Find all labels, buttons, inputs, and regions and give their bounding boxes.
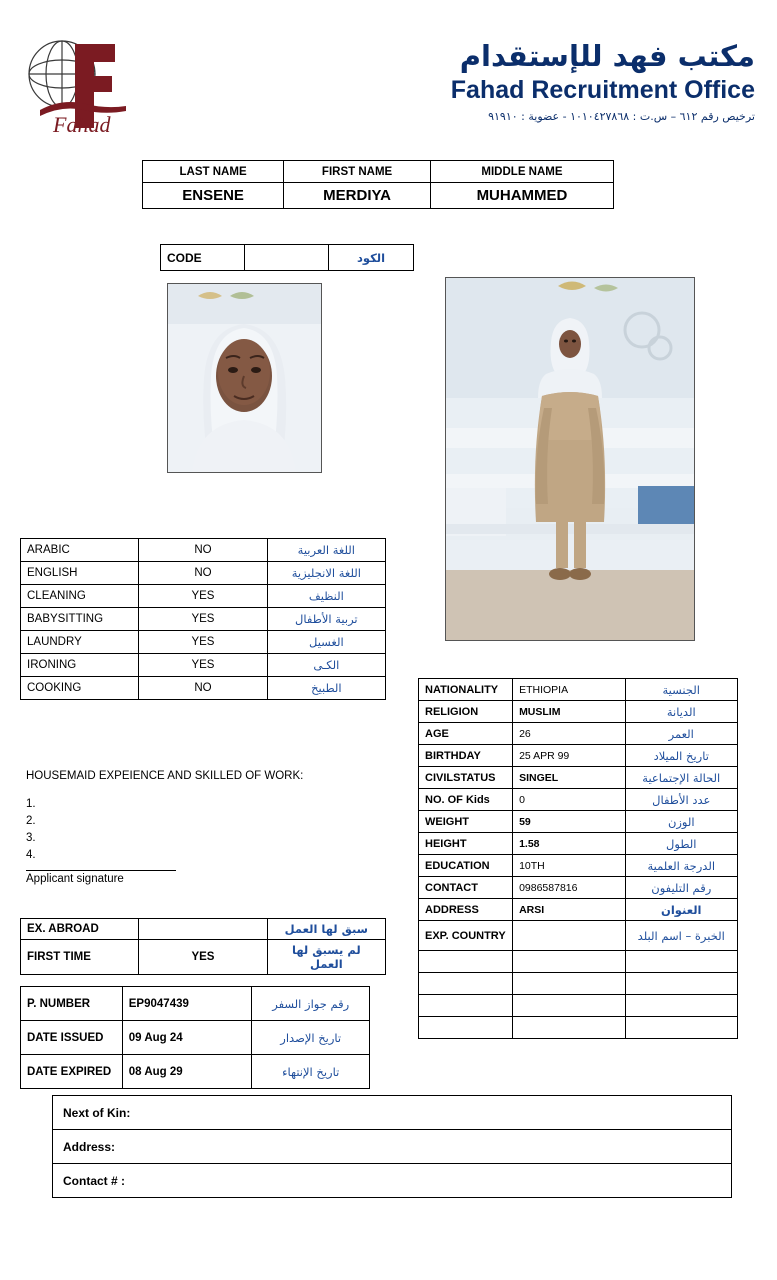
license-line: ترخيص رقم ٦١٢ – س.ت : ١٠١٠٤٢٧٨٦٨ - عضوية : ٩١٩١٠ [488, 110, 755, 124]
table-row [53, 1130, 732, 1164]
personal-label-arabic: الدرجة العلمية [625, 855, 737, 877]
personal-value: ARSI [513, 899, 625, 921]
code-value[interactable] [245, 245, 329, 271]
personal-label: RELIGION [419, 701, 513, 723]
table-row [161, 245, 414, 271]
empty-cell[interactable] [419, 973, 513, 995]
empty-cell[interactable] [513, 951, 625, 973]
table-row-empty [419, 973, 738, 995]
document-header [0, 22, 777, 137]
code-label-arabic: الكود [329, 245, 414, 271]
list-item: 2. [26, 815, 36, 827]
personal-value: 10TH [513, 855, 625, 877]
applicant-face-photo [167, 283, 322, 473]
personal-value: MUSLIM [513, 701, 625, 723]
skills-table-body [21, 539, 386, 700]
personal-label: NO. OF Kids [419, 789, 513, 811]
applicant-full-photo [445, 277, 695, 641]
personal-value: 0 [513, 789, 625, 811]
table-row-empty [419, 1017, 738, 1039]
empty-cell[interactable] [513, 995, 625, 1017]
table-row [419, 767, 738, 789]
table-row [21, 631, 386, 654]
personal-label-arabic: العمر [625, 723, 737, 745]
personal-label-arabic: عدد الأطفال [625, 789, 737, 811]
logo-wordmark: Fahad [53, 112, 111, 137]
empty-cell[interactable] [513, 973, 625, 995]
skill-value: YES [139, 608, 267, 631]
empty-cell[interactable] [625, 951, 737, 973]
personal-value: 25 APR 99 [513, 745, 625, 767]
personal-label: HEIGHT [419, 833, 513, 855]
table-row [21, 677, 386, 700]
table-row [21, 654, 386, 677]
first-name-value: MERDIYA [284, 183, 431, 209]
table-row [419, 723, 738, 745]
personal-label-arabic: تاريخ الميلاد [625, 745, 737, 767]
skill-label-arabic: النظيف [267, 585, 385, 608]
next-of-kin-table [52, 1095, 732, 1198]
skill-label: BABYSITTING [21, 608, 139, 631]
middle-name-header: MIDDLE NAME [430, 161, 613, 183]
skill-value: YES [139, 585, 267, 608]
skill-value: NO [139, 539, 267, 562]
personal-value [513, 921, 625, 951]
brand-name-english: Fahad Recruitment Office [450, 76, 755, 105]
middle-name-value: MUHAMMED [430, 183, 613, 209]
skill-label: CLEANING [21, 585, 139, 608]
skill-label: ENGLISH [21, 562, 139, 585]
address-field[interactable]: Address: [53, 1130, 732, 1164]
next-of-kin-field[interactable]: Next of Kin: [53, 1096, 732, 1130]
passport-label: DATE ISSUED [21, 1021, 123, 1055]
table-row [143, 161, 614, 183]
passport-value: 09 Aug 24 [122, 1021, 252, 1055]
table-row [419, 899, 738, 921]
personal-label-arabic: الديانة [625, 701, 737, 723]
list-item: 3. [26, 832, 36, 844]
code-label: CODE [161, 245, 245, 271]
table-row [419, 877, 738, 899]
experience-block [26, 770, 386, 885]
abroad-experience-table [20, 918, 386, 975]
name-table [142, 160, 614, 209]
table-row [419, 745, 738, 767]
personal-label: EDUCATION [419, 855, 513, 877]
personal-label-arabic: الخبرة – اسم البلد [625, 921, 737, 951]
brand-name-arabic: مكتب فهد للإستقدام [459, 39, 755, 73]
abroad-label-arabic: لم يسبق لها العمل [267, 940, 385, 975]
personal-label: BIRTHDAY [419, 745, 513, 767]
signature-label: Applicant signature [26, 873, 124, 885]
signature-line [26, 870, 176, 871]
table-row-empty [419, 995, 738, 1017]
last-name-header: LAST NAME [143, 161, 284, 183]
skill-label: LAUNDRY [21, 631, 139, 654]
personal-label: NATIONALITY [419, 679, 513, 701]
personal-label-arabic: الجنسية [625, 679, 737, 701]
passport-value: 08 Aug 29 [122, 1055, 252, 1089]
personal-label: CIVILSTATUS [419, 767, 513, 789]
personal-value: 1.58 [513, 833, 625, 855]
passport-table [20, 986, 370, 1089]
passport-label-arabic: تاريخ الإصدار [252, 1021, 370, 1055]
table-row [419, 855, 738, 877]
personal-label-arabic: الوزن [625, 811, 737, 833]
table-row-empty [419, 951, 738, 973]
passport-label: DATE EXPIRED [21, 1055, 123, 1089]
table-row [53, 1164, 732, 1198]
empty-cell[interactable] [625, 995, 737, 1017]
table-row [21, 1055, 370, 1089]
table-row [21, 539, 386, 562]
skill-value: NO [139, 677, 267, 700]
table-row [21, 919, 386, 940]
empty-cell[interactable] [625, 1017, 737, 1039]
personal-label: WEIGHT [419, 811, 513, 833]
passport-label-arabic: رقم جواز السفر [252, 987, 370, 1021]
passport-label-arabic: تاريخ الإنتهاء [252, 1055, 370, 1089]
skill-label: ARABIC [21, 539, 139, 562]
skill-label-arabic: الغسيل [267, 631, 385, 654]
table-row [419, 833, 738, 855]
personal-value: ETHIOPIA [513, 679, 625, 701]
skill-label-arabic: اللغة الانجليزية [267, 562, 385, 585]
skill-label-arabic: الكـى [267, 654, 385, 677]
skill-label-arabic: اللغة العربية [267, 539, 385, 562]
skill-label-arabic: تربية الأطفال [267, 608, 385, 631]
table-row [419, 679, 738, 701]
abroad-label: EX. ABROAD [21, 919, 139, 940]
table-row [53, 1096, 732, 1130]
skill-value: YES [139, 631, 267, 654]
skill-label: IRONING [21, 654, 139, 677]
last-name-value: ENSENE [143, 183, 284, 209]
passport-value: EP9047439 [122, 987, 252, 1021]
personal-label-arabic: رقم التليفون [625, 877, 737, 899]
skill-label: COOKING [21, 677, 139, 700]
experience-list [26, 796, 386, 864]
personal-value: 59 [513, 811, 625, 833]
table-row [21, 562, 386, 585]
empty-cell[interactable] [513, 1017, 625, 1039]
list-item: 1. [26, 798, 36, 810]
table-row [419, 701, 738, 723]
personal-value: 0986587816 [513, 877, 625, 899]
table-row [419, 921, 738, 951]
experience-title: HOUSEMAID EXPEIENCE AND SKILLED OF WORK: [26, 770, 304, 782]
abroad-label-arabic: سبق لها العمل [267, 919, 385, 940]
personal-label-arabic: الحالة الإجتماعية [625, 767, 737, 789]
personal-label-arabic: الطول [625, 833, 737, 855]
passport-label: P. NUMBER [21, 987, 123, 1021]
contact-field[interactable]: Contact # : [53, 1164, 732, 1198]
personal-label: CONTACT [419, 877, 513, 899]
skills-table [20, 538, 386, 700]
table-row [21, 987, 370, 1021]
personal-value: 26 [513, 723, 625, 745]
company-logo [20, 32, 150, 137]
abroad-value: YES [139, 940, 267, 975]
abroad-label: FIRST TIME [21, 940, 139, 975]
abroad-value [139, 919, 267, 940]
table-row [21, 1021, 370, 1055]
table-row [21, 585, 386, 608]
table-row [143, 183, 614, 209]
table-row [21, 940, 386, 975]
skill-label-arabic: الطبيخ [267, 677, 385, 700]
empty-cell[interactable] [625, 973, 737, 995]
personal-label: EXP. COUNTRY [419, 921, 513, 951]
code-table [160, 244, 414, 271]
personal-label: AGE [419, 723, 513, 745]
empty-cell[interactable] [419, 1017, 513, 1039]
personal-label-arabic: العنوان [625, 899, 737, 921]
table-row [419, 811, 738, 833]
personal-label: ADDRESS [419, 899, 513, 921]
list-item: 4. [26, 849, 36, 861]
table-row [419, 789, 738, 811]
empty-cell[interactable] [419, 951, 513, 973]
skill-value: YES [139, 654, 267, 677]
empty-cell[interactable] [419, 995, 513, 1017]
brand-block [335, 40, 755, 123]
table-row [21, 608, 386, 631]
personal-data-table [418, 678, 738, 1039]
personal-value: SINGEL [513, 767, 625, 789]
skill-value: NO [139, 562, 267, 585]
first-name-header: FIRST NAME [284, 161, 431, 183]
